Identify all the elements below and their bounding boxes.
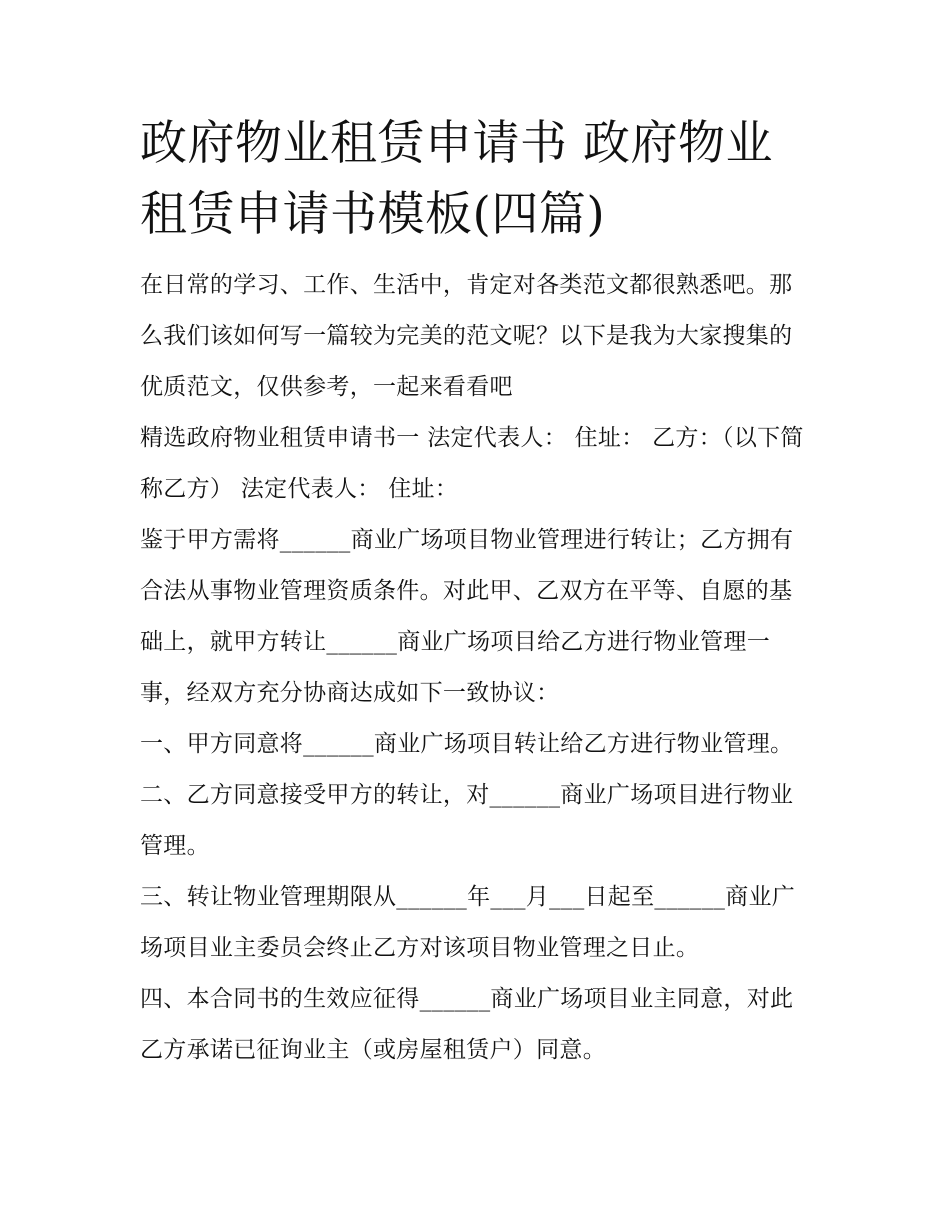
clause-1-2-paragraph: 一、甲方同意将______商业广场项目转让给乙方进行物业管理。 二、乙方同意接受甲方的转让，对______商业广场项目进行物业管理。	[140, 731, 794, 859]
clause-3-paragraph: 三、转让物业管理期限从______年___月___日起至______商业广场项目业主委员会终止乙方对该项目物业管理之日止。	[140, 884, 796, 961]
document-page	[140, 108, 815, 1076]
preamble-paragraph: 鉴于甲方需将______商业广场项目物业管理进行转让；乙方拥有合法从事物业管理资质条件。对此甲、乙双方在平等、自愿的基础上，就甲方转让______商业广场项目给乙方进行物业管理一事，经双方充分协商达成如下一致协议：	[140, 527, 794, 706]
clause-4-paragraph: 四、本合同书的生效应征得______商业广场项目业主同意，对此乙方承诺已征询业主（或房屋租赁户）同意。	[140, 986, 794, 1063]
intro-paragraph: 在日常的学习、工作、生活中，肯定对各类范文都很熟悉吧。那么我们该如何写一篇较为完美的范文呢？以下是我为大家搜集的优质范文，仅供参考，一起来看看吧	[140, 272, 793, 400]
parties-paragraph: 精选政府物业租赁申请书一 法定代表人： 住址： 乙方：（以下简称乙方） 法定代表人： 住址：	[140, 425, 804, 502]
document-title: 政府物业租赁申请书 政府物业租赁申请书模板(四篇)	[140, 116, 773, 242]
